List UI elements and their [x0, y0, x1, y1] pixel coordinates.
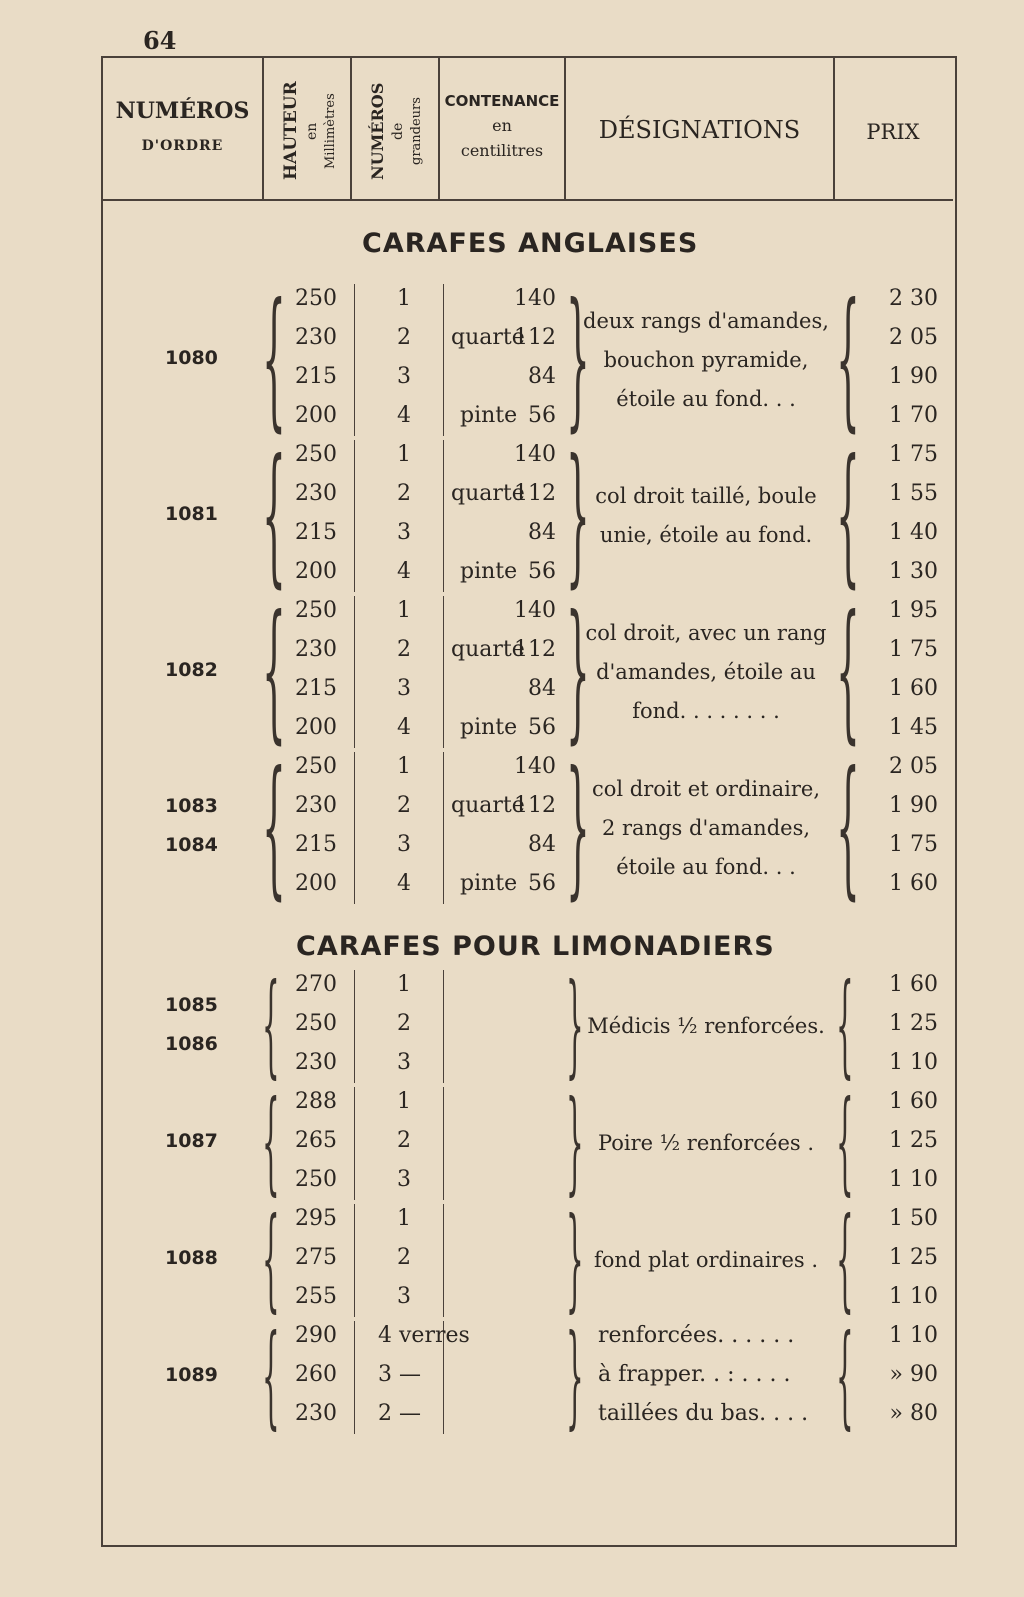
designation-brace-right: {: [836, 1312, 854, 1441]
col-divider: [354, 596, 355, 748]
hauteur-value: 200: [295, 559, 337, 584]
header-designations: DÉSIGNATIONS: [598, 116, 801, 144]
designation-line: Médicis ½ renforcées.: [587, 1014, 825, 1038]
contenance-value: 84: [528, 364, 556, 389]
group-brace: {: [262, 1078, 280, 1207]
contenance-value: 84: [528, 676, 556, 701]
col-divider: [354, 752, 355, 904]
header-hauteur: [270, 70, 348, 192]
designation-line: bouchon pyramide,: [603, 347, 809, 372]
contenance-prefix: quarte: [451, 481, 525, 506]
designation-brace-left: }: [566, 740, 590, 914]
prix-value: 1 95: [889, 598, 938, 623]
designation-brace-left: }: [566, 272, 590, 446]
designation-line: à frapper. . : . . . .: [598, 1362, 791, 1387]
hauteur-value: 255: [295, 1284, 337, 1309]
order-number: 1086: [165, 1032, 218, 1055]
prix-value: 1 75: [889, 637, 938, 662]
designation-line: deux rangs d'amandes,: [583, 308, 829, 333]
header-hauteur-unit: Millimètres: [322, 93, 338, 169]
order-number: 1089: [165, 1364, 218, 1386]
col-divider: [350, 58, 352, 199]
contenance-value: 84: [528, 832, 556, 857]
designation-line: étoile au fond. . .: [616, 386, 796, 411]
contenance-value: 112: [514, 793, 556, 818]
contenance-value: 84: [528, 520, 556, 545]
prix-value: 1 10: [889, 1050, 938, 1075]
contenance-value: 112: [514, 325, 556, 350]
group-brace: {: [262, 1312, 280, 1441]
hauteur-value: 250: [295, 442, 337, 467]
prix-value: 2 05: [889, 754, 938, 779]
col-divider: [354, 1321, 355, 1434]
grandeur-value: 3: [397, 1050, 411, 1075]
order-number: 1083: [165, 795, 218, 817]
order-number: 1082: [165, 658, 218, 681]
grandeur-value: 2: [397, 481, 411, 506]
header-numeros-grandeurs: [356, 70, 436, 192]
hauteur-value: 250: [295, 598, 337, 623]
prix-value: 1 25: [889, 1011, 938, 1036]
prix-value: 1 40: [889, 520, 938, 545]
hauteur-value: 295: [295, 1206, 337, 1231]
contenance-prefix: pinte: [460, 715, 518, 740]
grandeur-value: 3: [397, 832, 411, 857]
designation-brace-right: {: [836, 1078, 854, 1207]
prix-value: 1 30: [889, 559, 938, 584]
group-brace: {: [262, 1195, 280, 1324]
group-brace: {: [262, 272, 286, 446]
header-numeros-grandeurs-label: NUMÉROS: [368, 82, 387, 180]
hauteur-value: 200: [295, 715, 337, 740]
designation-brace-left: }: [566, 584, 590, 758]
col-divider: [354, 284, 355, 436]
header-numeros-ordre-sub: D'ORDRE: [141, 138, 224, 154]
designation-line: unie, étoile au fond.: [599, 523, 813, 547]
col-divider: [443, 440, 444, 592]
hauteur-value: 275: [295, 1245, 337, 1270]
header-contenance: [440, 92, 564, 160]
grandeur-value: 2: [397, 325, 411, 350]
header-contenance-en: en: [492, 116, 512, 135]
designation-brace-right: {: [836, 961, 854, 1090]
col-divider: [354, 440, 355, 592]
col-divider: [443, 970, 444, 1083]
hauteur-value: 200: [295, 403, 337, 428]
designation-brace-left: }: [566, 1078, 584, 1207]
group-brace: {: [262, 428, 286, 602]
grandeur-value: 3: [397, 676, 411, 701]
header-prix: PRIX: [866, 120, 920, 144]
prix-value: 1 10: [889, 1284, 938, 1309]
grandeur-value: 3: [397, 1284, 411, 1309]
designation-brace-right: {: [836, 428, 860, 602]
grandeur-value: 4: [397, 559, 411, 584]
contenance-value: 56: [528, 403, 556, 428]
order-number: 1084: [165, 834, 218, 856]
hauteur-value: 230: [295, 1050, 337, 1075]
hauteur-value: 230: [295, 325, 337, 350]
contenance-prefix: quarte: [451, 793, 525, 818]
hauteur-value: 230: [295, 1401, 337, 1426]
header-hauteur-label: HAUTEUR: [280, 81, 301, 181]
grandeur-value: 2: [397, 637, 411, 662]
prix-value: 1 75: [889, 442, 938, 467]
group-brace: {: [262, 961, 280, 1090]
header-contenance-label: CONTENANCE: [444, 92, 560, 110]
designation-line: col droit et ordinaire,: [591, 776, 821, 801]
contenance-prefix: quarte: [451, 637, 525, 662]
section-title: CARAFES ANGLAISES: [362, 228, 699, 259]
group-brace: {: [262, 584, 286, 758]
contenance-prefix: pinte: [460, 403, 518, 428]
hauteur-value: 215: [295, 676, 337, 701]
designation-line: fond. . . . . . . .: [632, 698, 780, 723]
prix-value: 1 90: [889, 364, 938, 389]
header-contenance-unit: centilitres: [460, 141, 544, 160]
col-divider: [443, 1204, 444, 1317]
contenance-value: 56: [528, 715, 556, 740]
contenance-value: 112: [514, 481, 556, 506]
prix-value: 1 70: [889, 403, 938, 428]
contenance-value: 140: [514, 286, 556, 311]
hauteur-value: 215: [295, 520, 337, 545]
prix-value: 1 60: [889, 871, 938, 896]
contenance-prefix: quarte: [451, 325, 525, 350]
grandeur-value: 1: [397, 972, 411, 997]
prix-value: 1 60: [889, 972, 938, 997]
designation-brace-left: }: [566, 961, 584, 1090]
designation-line: fond plat ordinaires .: [593, 1248, 819, 1272]
contenance-value: 112: [514, 637, 556, 662]
grandeur-value: 4: [397, 403, 411, 428]
page-number: 64: [143, 26, 177, 55]
contenance-value: 56: [528, 871, 556, 896]
section-title: CARAFES POUR LIMONADIERS: [296, 931, 775, 962]
hauteur-value: 290: [295, 1323, 337, 1348]
header-numeros-grandeurs-sub: grandeurs: [409, 97, 424, 165]
designation-line: renforcées. . . . . .: [598, 1323, 795, 1348]
col-divider: [354, 970, 355, 1083]
header-numeros-de: de: [390, 122, 406, 140]
order-number: 1081: [165, 502, 218, 525]
prix-value: 1 55: [889, 481, 938, 506]
prix-value: 1 10: [889, 1323, 938, 1348]
designation-line: 2 rangs d'amandes,: [601, 815, 811, 840]
col-divider: [354, 1204, 355, 1317]
grandeur-value: 1: [397, 1206, 411, 1231]
grandeur-value: 3: [397, 520, 411, 545]
grandeur-value: 4: [397, 871, 411, 896]
prix-value: 1 25: [889, 1128, 938, 1153]
order-number: 1088: [165, 1247, 218, 1269]
hauteur-value: 230: [295, 637, 337, 662]
header-hauteur-en: en: [303, 122, 320, 140]
header-numeros-ordre-label: NUMÉROS: [115, 98, 250, 124]
contenance-value: 140: [514, 442, 556, 467]
hauteur-value: 230: [295, 793, 337, 818]
designation-line: col droit, avec un rang: [585, 620, 827, 645]
designation-brace-right: {: [836, 272, 860, 446]
grandeur-value: 3: [397, 364, 411, 389]
grandeur-value: 2 —: [378, 1401, 421, 1426]
prix-value: 2 05: [889, 325, 938, 350]
designation-line: taillées du bas. . . .: [598, 1401, 809, 1426]
grandeur-value: 2: [397, 1128, 411, 1153]
prix-value: » 90: [889, 1362, 938, 1387]
hauteur-value: 200: [295, 871, 337, 896]
contenance-prefix: pinte: [460, 559, 518, 584]
grandeur-value: 1: [397, 442, 411, 467]
designation-brace-right: {: [836, 740, 860, 914]
col-divider: [443, 284, 444, 436]
col-divider: [443, 752, 444, 904]
col-divider: [443, 596, 444, 748]
designation-line: d'amandes, étoile au: [596, 659, 816, 684]
grandeur-value: 1: [397, 1089, 411, 1114]
grandeur-value: 4: [397, 715, 411, 740]
hauteur-value: 250: [295, 754, 337, 779]
designation-line: col droit taillé, boule: [595, 484, 817, 508]
hauteur-value: 288: [295, 1089, 337, 1114]
col-divider: [443, 1087, 444, 1200]
prix-value: 1 75: [889, 832, 938, 857]
grandeur-value: 3 —: [378, 1362, 421, 1387]
grandeur-value: 3: [397, 1167, 411, 1192]
hauteur-value: 260: [295, 1362, 337, 1387]
designation-brace-left: }: [566, 428, 590, 602]
contenance-value: 140: [514, 598, 556, 623]
order-number: 1087: [165, 1130, 218, 1152]
prix-value: 1 60: [889, 1089, 938, 1114]
prix-value: 1 10: [889, 1167, 938, 1192]
grandeur-value: 4 verres: [378, 1323, 470, 1348]
designation-brace-left: }: [566, 1195, 584, 1324]
designation-line: Poire ½ renforcées .: [598, 1131, 814, 1155]
grandeur-value: 2: [397, 1011, 411, 1036]
prix-value: 2 30: [889, 286, 938, 311]
hauteur-value: 270: [295, 972, 337, 997]
header-numeros-ordre: [103, 98, 262, 154]
hauteur-value: 230: [295, 481, 337, 506]
contenance-prefix: pinte: [460, 871, 518, 896]
col-divider: [262, 58, 264, 199]
grandeur-value: 1: [397, 754, 411, 779]
contenance-value: 140: [514, 754, 556, 779]
group-brace: {: [262, 740, 286, 914]
designation-line: étoile au fond. . .: [616, 854, 796, 879]
contenance-value: 56: [528, 559, 556, 584]
header-rule: [103, 199, 953, 201]
prix-value: 1 45: [889, 715, 938, 740]
grandeur-value: 2: [397, 1245, 411, 1270]
grandeur-value: 1: [397, 286, 411, 311]
prix-value: 1 50: [889, 1206, 938, 1231]
grandeur-value: 1: [397, 598, 411, 623]
hauteur-value: 250: [295, 286, 337, 311]
hauteur-value: 250: [295, 1011, 337, 1036]
prix-value: 1 25: [889, 1245, 938, 1270]
designation-brace-right: {: [836, 584, 860, 758]
prix-value: 1 90: [889, 793, 938, 818]
prix-value: » 80: [889, 1401, 938, 1426]
hauteur-value: 215: [295, 364, 337, 389]
col-divider: [354, 1087, 355, 1200]
hauteur-value: 250: [295, 1167, 337, 1192]
hauteur-value: 265: [295, 1128, 337, 1153]
designation-brace-left: }: [566, 1312, 584, 1441]
designation-brace-right: {: [836, 1195, 854, 1324]
order-number: 1085: [165, 993, 218, 1016]
hauteur-value: 215: [295, 832, 337, 857]
prix-value: 1 60: [889, 676, 938, 701]
order-number: 1080: [165, 346, 218, 369]
grandeur-value: 2: [397, 793, 411, 818]
